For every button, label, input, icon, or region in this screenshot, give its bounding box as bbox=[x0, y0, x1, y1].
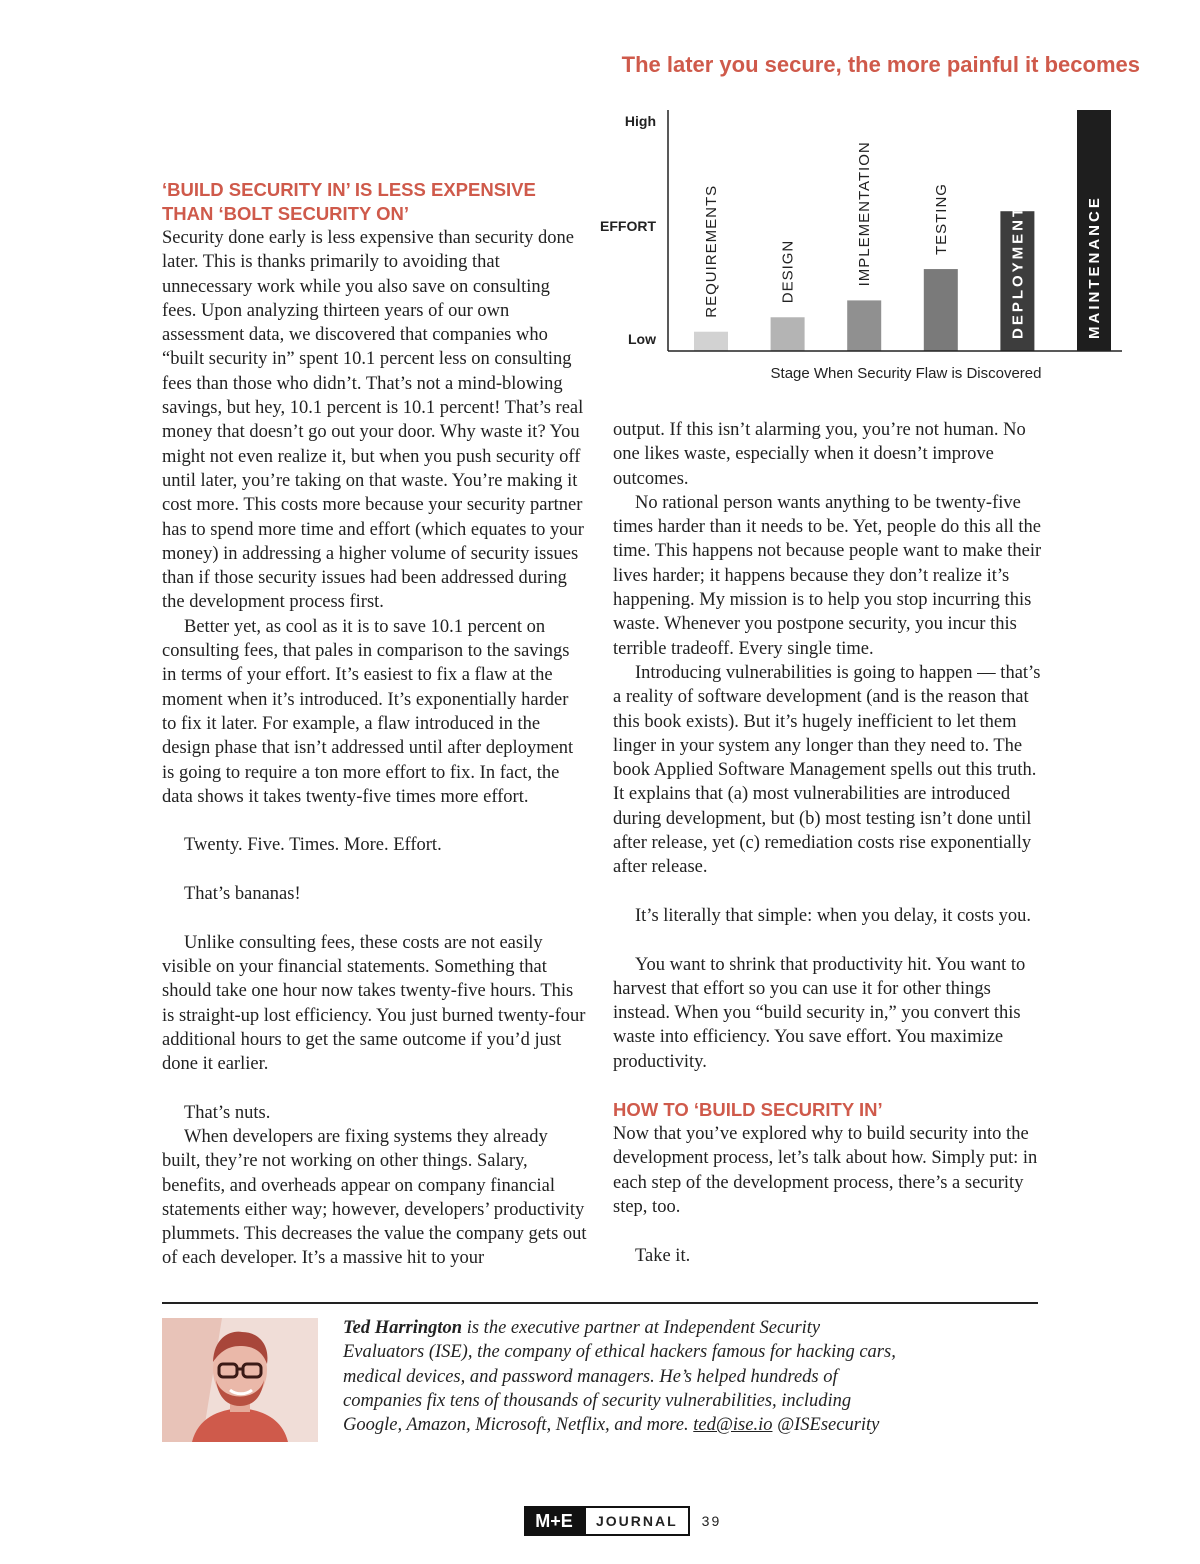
bar-label-deployment: DEPLOYMENT bbox=[1009, 204, 1027, 339]
bar-testing bbox=[924, 269, 958, 351]
y-axis-label: EFFORT bbox=[600, 218, 656, 234]
author-name: Ted Harrington bbox=[343, 1318, 463, 1338]
journal-logo-text: JOURNAL bbox=[584, 1506, 690, 1536]
chart-title: The later you secure, the more painful it becomes bbox=[621, 52, 1140, 77]
y-axis-high-label: High bbox=[624, 113, 656, 129]
paragraph: Now that you’ve explored why to build security into the development process, let’s talk about how. Simply put: in each step of the development process, there’s a security step, too. bbox=[613, 1124, 1038, 1217]
author-email-link[interactable]: ted@ise.io bbox=[693, 1415, 773, 1436]
paragraph: Unlike consulting fees, these costs are not easily visible on your financial statements. Something that should take one hour now takes twenty-five hours. This is straight-up lost efficiency. You just burned twenty-four additional hours to get the same outcome if you’d just done it earlier. bbox=[162, 932, 586, 1075]
paragraph: Take it. bbox=[635, 1245, 691, 1266]
left-column bbox=[162, 178, 587, 1271]
y-axis-low-label: Low bbox=[628, 331, 656, 347]
bio-text: is the executive partner at Independent Security Evaluators (ISE), the company of ethical hackers famous for hacking cars, medical devices, and password managers. He’s helped hundreds of companies fix tens of thousands of security vulnerabilities, including Google, Amazon, Microsoft, Netflix, and more. bbox=[343, 1318, 896, 1436]
paragraph: It’s literally that simple: when you delay, it costs you. bbox=[635, 905, 1031, 926]
paragraph: output. If this isn’t alarming you, you’re not human. No one likes waste, especially when it doesn’t improve outcomes. bbox=[613, 420, 1026, 489]
section-heading-line2: THAN ‘BOLT SECURITY ON’ bbox=[162, 203, 410, 224]
paragraph: That’s bananas! bbox=[184, 884, 301, 905]
author-handle: @ISEsecurity bbox=[772, 1415, 880, 1436]
author-photo bbox=[162, 1318, 318, 1442]
footer bbox=[524, 1506, 721, 1536]
effort-bar-chart bbox=[590, 100, 1150, 390]
bar-label-maintenance: MAINTENANCE bbox=[1086, 195, 1103, 339]
section-heading: HOW TO ‘BUILD SECURITY IN’ bbox=[613, 1099, 883, 1121]
paragraph: Introducing vulnerabilities is going to happen — that’s a reality of software development (and is the reason that this book exists). But it’s hugely inefficient to let them linger in your system any longer than they need to. The book Applied Software Management spells out this truth. It explains that (a) most vulnerabilities are introduced during development, but (b) most testing isn’t done until after release, yet (c) remediation costs rise exponentially after release. bbox=[613, 662, 1041, 878]
bar-label-testing: TESTING bbox=[932, 183, 950, 256]
author-bio bbox=[343, 1316, 903, 1437]
paragraph: That’s nuts. bbox=[184, 1102, 271, 1123]
section-heading-line1: ‘BUILD SECURITY IN’ IS LESS EXPENSIVE bbox=[162, 179, 536, 200]
bar-label-implementation: IMPLEMENTATION bbox=[856, 141, 874, 287]
paragraph: No rational person wants anything to be twenty-five times harder than it needs to be. Yet, people do this all the time. This happens not because people want to make their lives harder; it happens because they don’t realize it’s happening. My mission is to help you stop incurring this waste. Whenever you postpone security, you incur this terrible tradeoff. Every single time. bbox=[613, 492, 1042, 659]
journal-logo-mark: M+E bbox=[524, 1506, 584, 1536]
page-number: 39 bbox=[701, 1513, 722, 1529]
paragraph: Twenty. Five. Times. More. Effort. bbox=[184, 835, 442, 856]
right-column bbox=[613, 418, 1043, 1268]
paragraph: Security done early is less expensive than security done later. This is thanks primarily to avoiding that unnecessary work while you also save on consulting fees. Upon analyzing thirteen years of our own assessment data, we discovered that companies who “built security in” spent 10.1 percent less on consulting fees than those who didn’t. That’s not a mind-blowing savings, but hey, 10.1 percent is 10.1 percent! That’s real money that doesn’t go out your door. Why waste it? You might not even realize it, but when you push security off until later, you’re taking on that waste. You’re making it cost more. This costs more because your security partner has to spend more time and effort (which equates to your money) in addressing a higher volume of security issues than if those security issues had been addressed during the development process first. bbox=[162, 228, 584, 613]
bar-label-design: DESIGN bbox=[779, 239, 797, 304]
paragraph: When developers are fixing systems they already built, they’re not working on other things. Salary, benefits, and overheads appear on company financial statements either way; however, developers’ productivity plummets. This decreases the value the company gets out of each developer. It’s a massive hit to your bbox=[162, 1126, 587, 1269]
bar-implementation bbox=[847, 300, 881, 351]
bar-requirements bbox=[694, 332, 728, 351]
paragraph: Better yet, as cool as it is to save 10.1 percent on consulting fees, that pales in comparison to the savings in terms of your effort. It’s easiest to fix a flaw at the moment when it’s introduced. It’s exponentially harder to fix it later. For example, a flaw introduced in the design phase that isn’t addressed until after deployment is going to require a ton more effort to fix. In fact, the data shows it takes twenty-five times more effort. bbox=[162, 616, 574, 807]
divider bbox=[162, 1302, 1038, 1304]
x-axis-label: Stage When Security Flaw is Discovered bbox=[770, 365, 1042, 382]
paragraph: You want to shrink that productivity hit. You want to harvest that effort so you can use it for other things instead. When you “build security in,” you convert this waste into efficiency. You save effort. You maximize productivity. bbox=[613, 954, 1026, 1072]
bar-design bbox=[771, 317, 805, 351]
bar-label-requirements: REQUIREMENTS bbox=[703, 184, 720, 318]
